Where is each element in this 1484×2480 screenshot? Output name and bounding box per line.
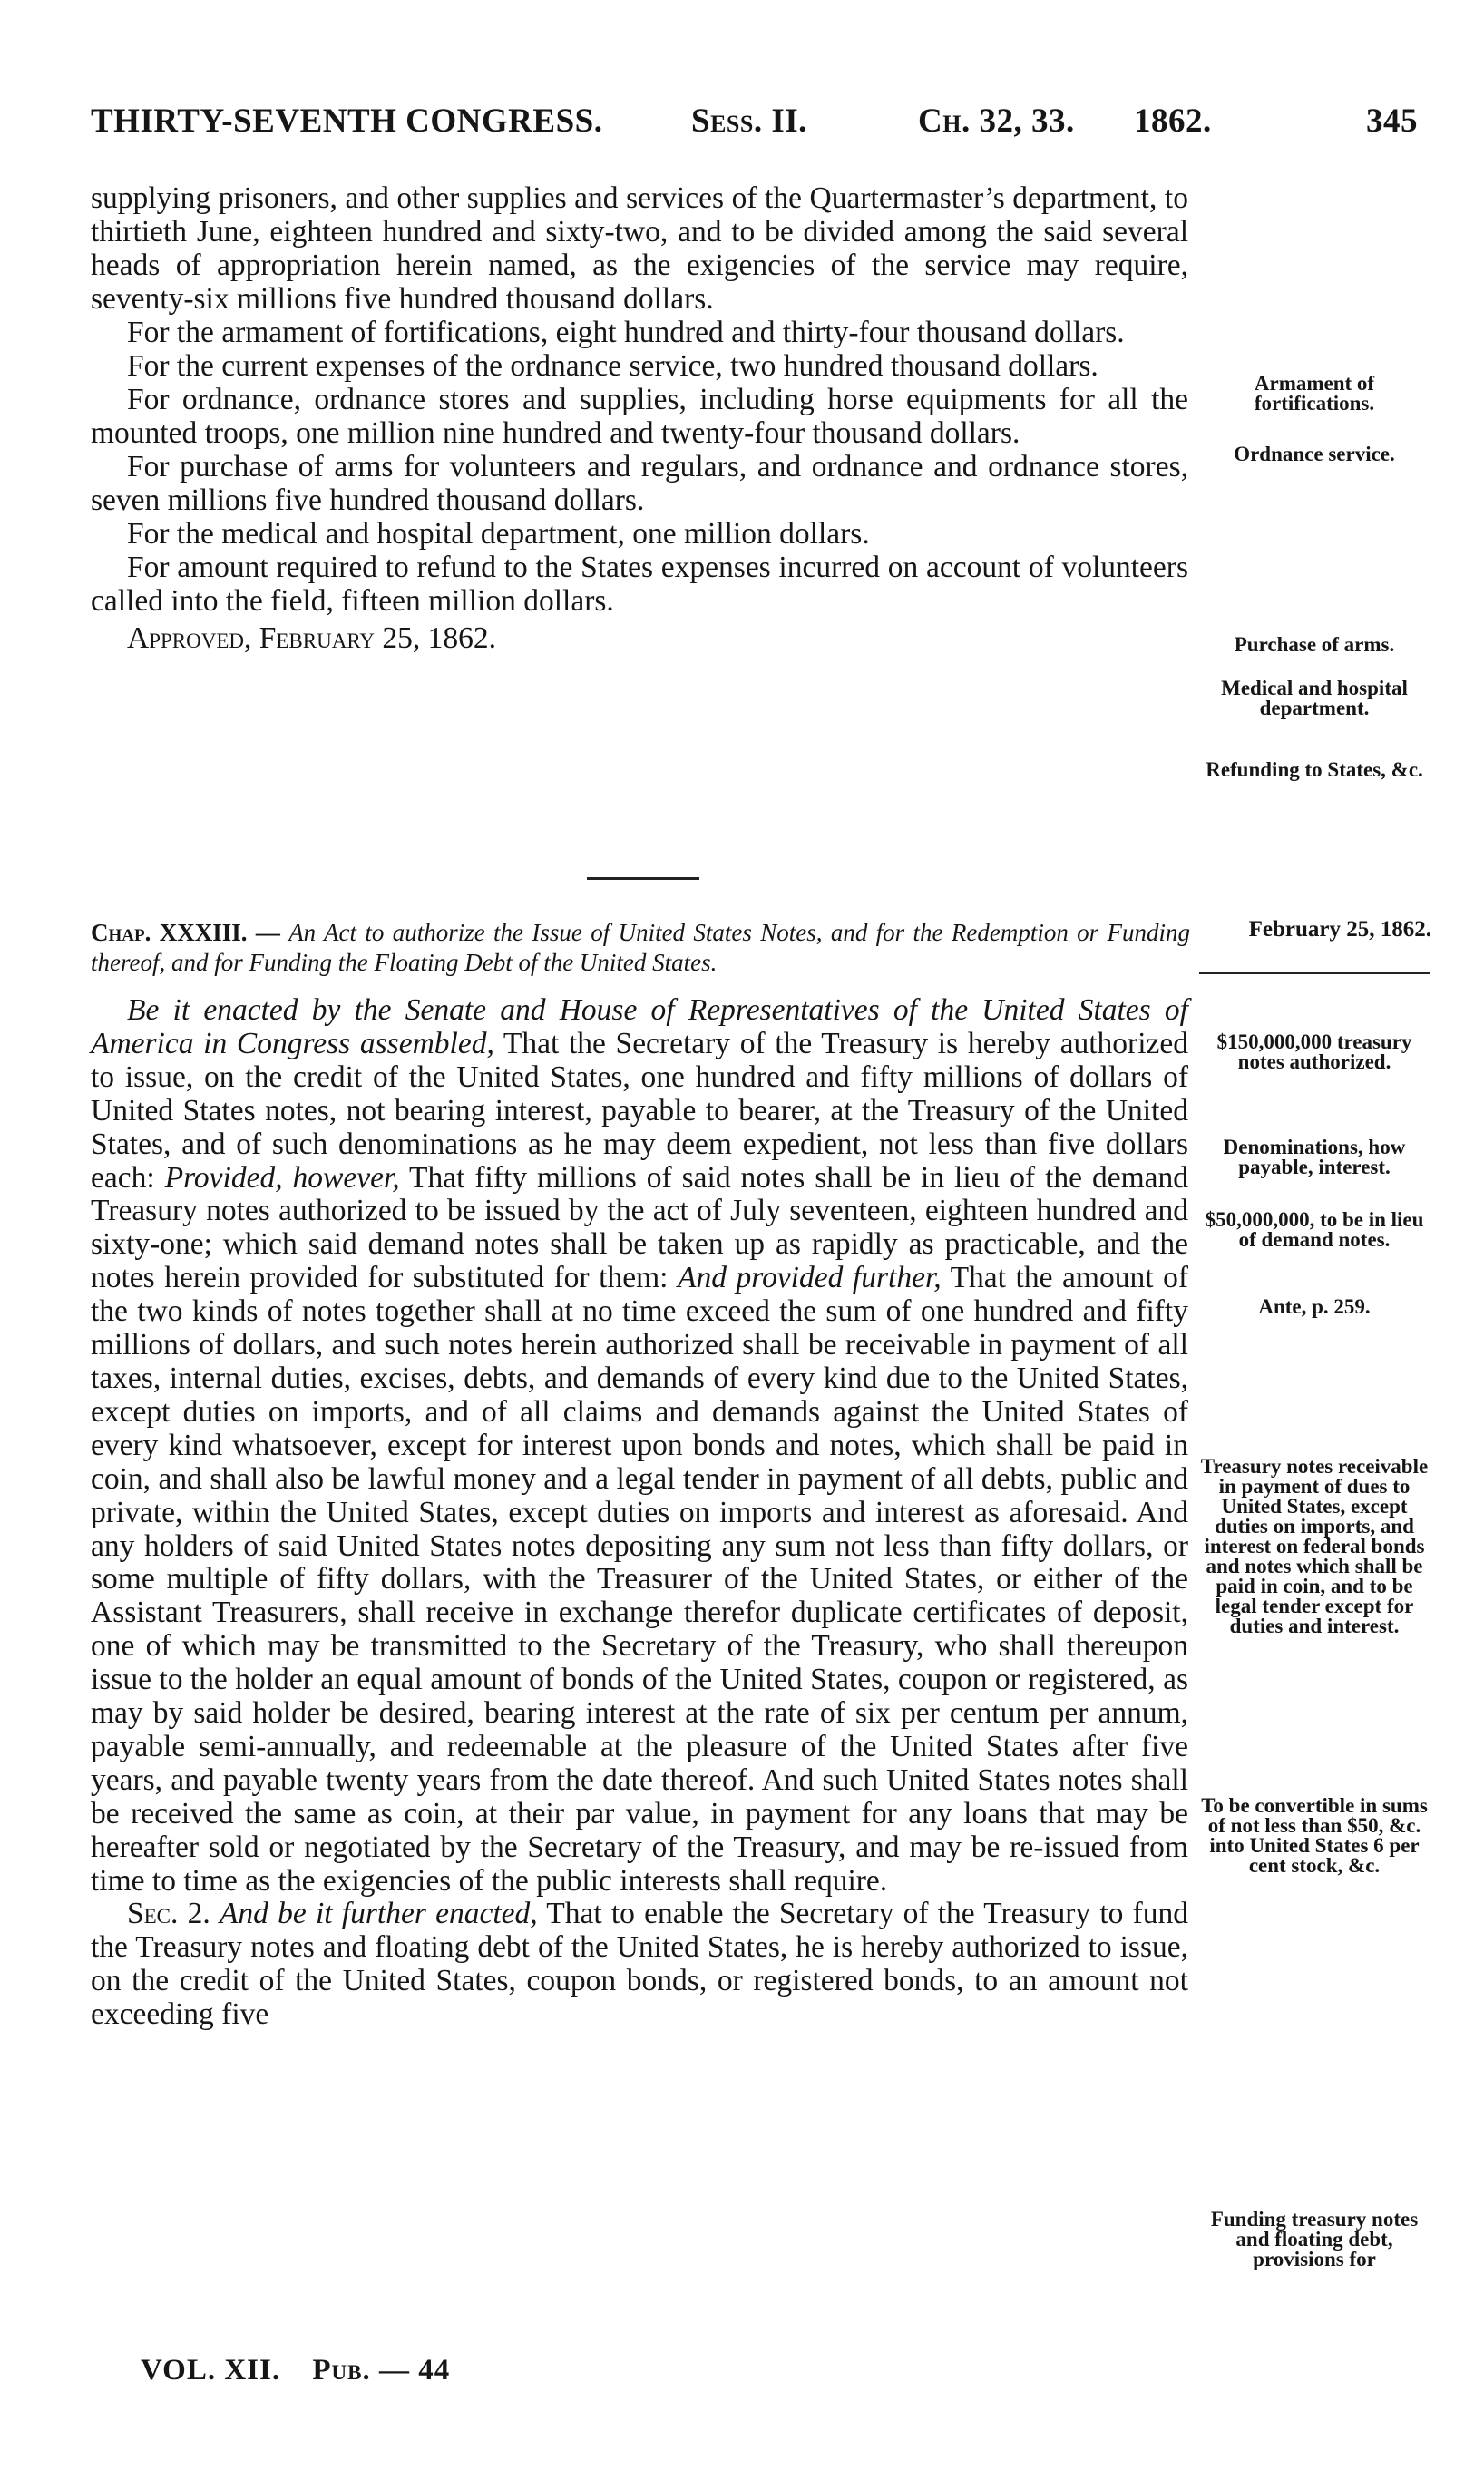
header-session: Sess. II. [691,103,807,140]
margin-note-fifty-million: $50,000,000, to be in lieu of demand notes. [1205,1208,1424,1251]
chapter-title: An Act to authorize the Issue of United States Notes, and for the Redemption or Funding thereof, and for Funding the Floating Debt of the United States. [91,919,1191,976]
act-text [91,994,1188,2032]
paragraph-purchase-arms: For purchase of arms for volunteers and regulars, and ordnance and ordnance stores, seven millions five hundred thousand dollars. [91,450,1188,517]
paragraph-ordnance-service: For the current expenses of the ordnance service, two hundred thousand dollars. [127,349,1098,383]
signature-footer [141,2354,474,2387]
margin-note-medical: Medical and hospital department. [1221,677,1408,719]
margin-note-refunding: Refunding to States, &c. [1206,758,1423,781]
margin-note-treasury-notes: $150,000,000 treasury notes authorized. [1216,1030,1412,1073]
section2-label: Sec. 2. [127,1897,210,1931]
paragraph-armament: For the armament of fortifications, eight hundred and thirty-four thousand dollars. [127,316,1125,349]
footer-volume: VOL. XII. [141,2354,281,2387]
section1-text-1: That the Secretary of the Treasury is hereby authorized to issue, on the credit of the United States, one hundred and fifty millions of dollars of United States notes, not bearing interest, payable to bearer, at the Treasury of the United States, and of such denominations as he may deem expedient, not less than five dollars each: [91,1026,1189,1195]
margin-note-purchase: Purchase of arms. [1234,633,1395,656]
paragraph-refund: For amount required to refund to the States expenses incurred on account of volunteers called into the field, fifteen million dollars. [91,551,1188,618]
section1-text-2: That fifty millions of said notes shall be in lieu of the demand Treasury notes authorized to be issued by the act of July seventeen, eighteen hundred and sixty-one; which said demand notes shall be taken up as rapidly as practicable, and the notes herein provided for substituted for them: [91,1160,1189,1295]
header-congress: THIRTY-SEVENTH CONGRESS. [91,103,603,140]
appropriations-text [91,181,1188,655]
enacting-clause: Be it enacted by the Senate and House of Representatives of the United States of America in Congress assembled, [91,993,1188,1060]
section2-text: That to enable the Secretary of the Treasury to fund the Treasury notes and floating debt of the United States, he is hereby authorized to issue, on the credit of the United States, coupon bonds, or registered bonds, to an amount not exceeding five [91,1897,1189,2032]
section-1 [91,994,1188,1898]
chapter-heading [91,918,1190,978]
margin-note-denominations: Denominations, how payable, interest. [1223,1136,1406,1178]
section1-text-3: That the amount of the two kinds of notes together shall at no time exceed the sum of one hundred and fifty millions of dollars, and such notes herein authorized shall be receivable in payment of all taxes, internal duties, excises, debts, and demands of every kind due to the United States, except duties on imports, and of all claims and demands against the United States of every kind whatsoever, except for interest upon bonds and notes, which shall be paid in coin, and shall also be lawful money and a legal tender in payment of all debts, public and private, within the United States, except duties on imports and interest as aforesaid. And any holders of said United States notes depositing any sum not less than fifty dollars, or some multiple of fifty dollars, with the Treasurer of the United States, or either of the Assistant Treasurers, shall receive in exchange therefor duplicate certificates of deposit, one of which may be transmitted to the Secretary of the Treasury, who shall thereupon issue to the holder an equal amount of bonds of the United States, coupon or registered, as may by said holder be desired, bearing interest at the rate of six per centum per annum, payable semi-annually, and redeemable at the pleasure of the United States after five years, and payable twenty years from the date thereof. And such United States notes shall be received the same as coin, at their par value, in payment for any loans that may be hereafter sold or negotiated by the Secretary of the Treasury, and may be re-issued from time to time as the exigencies of the public interests shall require. [91,1261,1188,1898]
chapter-number: Chap. XXXIII. — [91,919,280,946]
paragraph-medical: For the medical and hospital department, one million dollars. [127,517,870,551]
page-number: 345 [1366,103,1418,140]
section-2 [91,1898,1188,2032]
proviso-1: Provided, however, [164,1160,400,1195]
margin-note-funding: Funding treasury notes and floating debt, provisions for [1210,2208,1419,2270]
paragraph-ordnance-stores: For ordnance, ordnance stores and supplies, including horse equipments for all the mounted troops, one million nine hundred and twenty-four thousand dollars. [91,383,1188,450]
section2-further: And be it further enacted, [219,1897,538,1931]
margin-note-ordnance: Ordnance service. [1234,443,1395,465]
margin-note-date: February 25, 1862. [1248,917,1431,942]
footer-pub: Pub. — 44 [312,2354,451,2387]
header-year: 1862. [1134,103,1212,140]
margin-note-armament: Armament of fortifications. [1254,372,1375,415]
proviso-2: And provided further, [678,1261,942,1295]
margin-note-convertible: To be convertible in sums of not less than $50, &c. into United States 6 per cent stock, &c. [1201,1794,1428,1877]
date-rule [1199,972,1430,974]
paragraph-quartermaster: supplying prisoners, and other supplies and services of the Quartermaster’s department, to thirtieth June, eighteen hundred and sixty-two, and to be divided among the said several heads of appropriation herein named, as the exigencies of the service may require, seventy-six millions five hundred thousand dollars. [91,181,1188,316]
header-chapter: Ch. 32, 33. [918,103,1075,140]
running-header [91,102,1418,151]
margin-note-receivable: Treasury notes receivable in payment of dues to United States, except duties on imports, and interest on federal bonds and notes which shall be paid in coin, and to be legal tender except for duties and interest. [1200,1455,1429,1637]
margin-note-ante: Ante, p. 259. [1258,1295,1371,1318]
approved-line: Approved, February 25, 1862. [127,621,497,655]
section-divider [587,877,699,880]
